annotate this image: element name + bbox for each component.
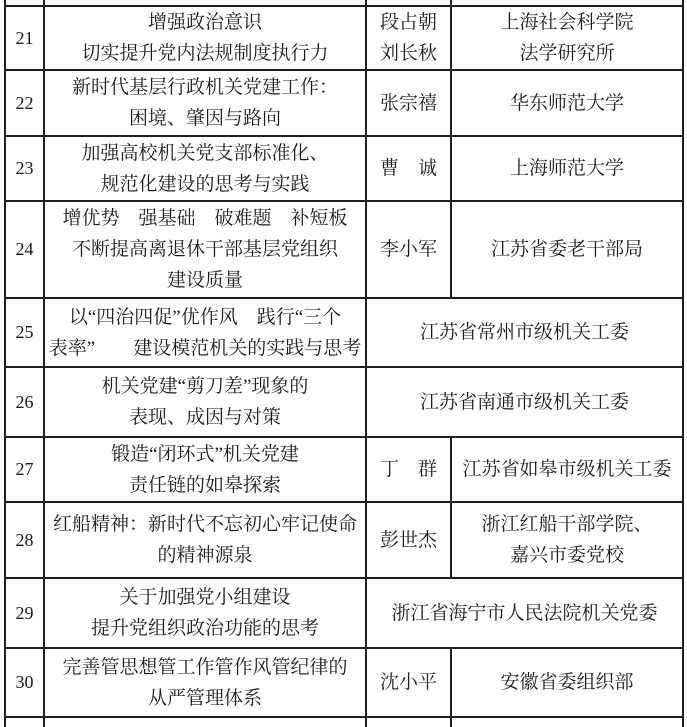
text-line: 沈小平 [379, 672, 437, 693]
institution [366, 298, 683, 367]
institution [366, 578, 683, 648]
author [366, 6, 451, 70]
text-line: 建设质量 [166, 270, 243, 291]
text-line: 江苏省如皋市级机关工委 [462, 459, 672, 480]
text-line: 上海师范大学 [509, 158, 624, 179]
table-row [5, 298, 683, 367]
paper-title [44, 201, 366, 298]
row-number: 27 [5, 437, 44, 502]
text-line: 丁 群 [379, 459, 437, 480]
author [366, 502, 451, 578]
text-line: 段占朝 [379, 12, 437, 33]
row-number: 30 [5, 648, 44, 717]
author [366, 136, 451, 201]
text-line: 表率” 建设模范机关的实践与思考 [48, 337, 362, 359]
text-line: 安徽省委组织部 [500, 672, 634, 693]
row-number: 23 [5, 136, 44, 201]
text-line: 机关党建“剪刀差”现象的 [101, 376, 309, 397]
text-line: 曹 诚 [379, 158, 437, 179]
row-number: 21 [5, 6, 44, 70]
text-line: 提升党组织政治功能的思考 [90, 618, 319, 639]
paper-title [44, 367, 366, 437]
text-line: 嘉兴市委党校 [509, 545, 624, 566]
text-line: 不断提高离退休干部基层党组织 [71, 239, 338, 260]
text-line: 新时代基层行政机关党建工作： [71, 77, 338, 98]
row-number [5, 717, 44, 727]
papers-table [4, 0, 684, 727]
text-line: 江苏省委老干部局 [490, 239, 643, 260]
institution [451, 502, 683, 578]
table-row [5, 578, 683, 648]
table-row [5, 70, 683, 136]
text-line: 困境、肇因与路向 [128, 108, 281, 129]
paper-title [44, 136, 366, 201]
text-line: 刘长秋 [379, 43, 437, 64]
text-line: 浙江省海宁市人民法院机关党委 [391, 602, 658, 624]
text-line: 李小军 [379, 239, 437, 260]
institution [451, 6, 683, 70]
text-line: 增优势 强基础 破难题 补短板 [62, 208, 348, 229]
text-line: 彭世杰 [379, 529, 437, 551]
text-line: 切实提升党内法规制度执行力 [81, 43, 329, 64]
text-line: 的精神源泉 [157, 545, 253, 566]
text-line: 表现、成因与对策 [128, 407, 281, 428]
paper-title [44, 648, 366, 717]
text-line: 加强高校机关党支部标准化、 [81, 142, 329, 164]
text-line: 完善管思想管工作管作风管纪律的 [62, 656, 348, 678]
author [366, 717, 451, 727]
text-line: 江苏省常州市级机关工委 [419, 322, 629, 343]
text-line: 华东师范大学 [509, 92, 624, 114]
text-line: 增强政治意识 [147, 12, 262, 33]
row-number: 26 [5, 367, 44, 437]
table-row [5, 136, 683, 201]
row-number: 22 [5, 70, 44, 136]
partial-row [5, 717, 683, 727]
text-line: 浙江红船干部学院、 [481, 514, 653, 535]
author [366, 70, 451, 136]
text-line: 锻造“闭环式”机关党建 [111, 443, 299, 465]
institution [451, 201, 683, 298]
table-row [5, 437, 683, 502]
paper-title [44, 6, 366, 70]
papers-table-body [5, 0, 683, 727]
text-line: 江苏省南通市级机关工委 [419, 391, 629, 413]
institution [451, 136, 683, 201]
text-line: 规范化建设的思考与实践 [100, 173, 310, 195]
text-line: 上海社会科学院 [500, 12, 634, 33]
text-line: 关于加强党小组建设 [119, 587, 291, 608]
paper-title [44, 70, 366, 136]
row-number: 28 [5, 502, 44, 578]
paper-title [44, 578, 366, 648]
text-line: 从严管理体系 [147, 687, 262, 709]
text-line: 以“四治四促”优作风 践行“三个 [68, 306, 342, 328]
table-row [5, 367, 683, 437]
text-line: 责任链的如皋探索 [128, 474, 281, 496]
author [366, 437, 451, 502]
author [366, 201, 451, 298]
table-row [5, 502, 683, 578]
row-number: 24 [5, 201, 44, 298]
institution [451, 437, 683, 502]
paper-title [44, 298, 366, 367]
paper-title [44, 502, 366, 578]
row-number: 25 [5, 298, 44, 367]
table-row [5, 201, 683, 298]
institution [451, 648, 683, 717]
table-row [5, 6, 683, 70]
institution [451, 70, 683, 136]
paper-title [44, 717, 366, 727]
author [366, 648, 451, 717]
row-number: 29 [5, 578, 44, 648]
institution [366, 367, 683, 437]
paper-title [44, 437, 366, 502]
text-line: 法学研究所 [519, 43, 615, 64]
text-line: 张宗禧 [379, 92, 437, 114]
table-row [5, 648, 683, 717]
text-line: 红船精神：新时代不忘初心牢记使命 [52, 514, 357, 535]
institution [451, 717, 683, 727]
